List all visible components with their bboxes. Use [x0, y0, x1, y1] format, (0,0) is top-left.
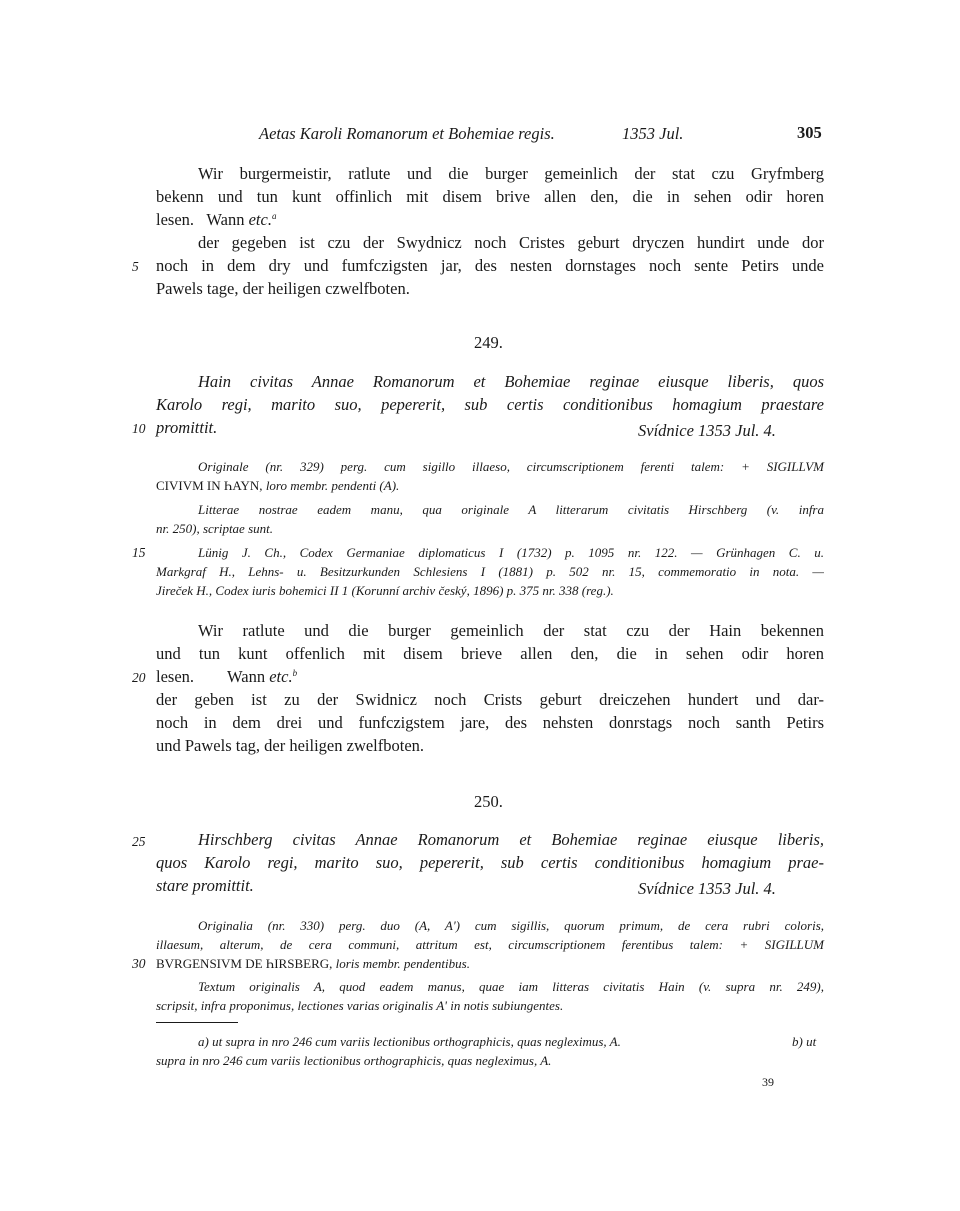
- doc249-note-3-line-1: Lünig J. Ch., Codex Germaniae diplomaticus I (1732) p. 1095 nr. 122. — Grünhagen C. u.: [198, 545, 824, 560]
- doc249-note-2-line-1: Litterae nostrae eadem manu, qua originale A litterarum civitatis Hirschberg (v. infra: [198, 502, 824, 517]
- line-number-10: 10: [132, 421, 146, 436]
- doc250-note-1-line-1: Originalia (nr. 330) perg. duo (A, A') cum sigillis, quorum primum, de cera rubri coloris,: [198, 918, 824, 933]
- doc249-text-line-6: und Pawels tag, der heiligen zwelfboten.: [156, 736, 425, 755]
- doc248-line-4: der gegeben ist czu der Swydnicz noch Cristes geburt dryczen hundirt unde dor: [198, 233, 824, 252]
- doc248-line-5: noch in dem dry und fumfczigsten jar, des nesten dornstages noch sente Petirs unde: [156, 256, 824, 275]
- page-number: 305: [797, 123, 822, 142]
- doc248-line-2: bekenn und tun kunt offinlich mit disem brive allen den, die in sehen odir horen: [156, 187, 824, 206]
- doc248-lesen: lesen.: [156, 210, 195, 229]
- doc250-note-2-line-1: Textum originalis A, quod eadem manus, quae iam litteras civitatis Hain (v. supra nr. 249),: [198, 979, 824, 994]
- doc250-note-2-line-2: scripsit, infra proponimus, lectiones varias originalis A' in notis subiungentes.: [156, 998, 564, 1013]
- doc250-note-1-line-3: [156, 956, 470, 972]
- doc248-etc: etc.: [248, 210, 272, 229]
- line-number-30: 30: [132, 956, 146, 971]
- doc249-note-1-line-1: Originale (nr. 329) perg. cum sigillo illaeso, circumscriptionem ferenti talem: + SIGILLVM: [198, 459, 824, 474]
- line-number-15: 15: [132, 545, 146, 560]
- line-number-5: 5: [132, 259, 139, 274]
- line-number-20: 20: [132, 670, 146, 685]
- doc249-lesen: lesen.: [156, 667, 195, 686]
- running-date: 1353 Jul.: [622, 124, 684, 143]
- doc249-summary-line-2: Karolo regi, marito suo, pepererit, sub certis conditionibus homagium praestare: [156, 395, 824, 414]
- doc250-summary-line-3: stare promittit.: [156, 876, 254, 895]
- footnote-rule: [156, 1022, 238, 1023]
- signature-mark: 39: [762, 1075, 774, 1089]
- doc249-note-1-line-2: [156, 478, 399, 494]
- footnote-ref-a: a: [271, 211, 277, 221]
- doc248-line-6: Pawels tage, der heiligen czwelfboten.: [156, 279, 410, 298]
- line-number-25: 25: [132, 834, 146, 849]
- doc249-note-3-line-2: Markgraf H., Lehns- u. Besitzurkunden Schlesiens I (1881) p. 502 nr. 15, commemoratio in nota. —: [156, 564, 824, 579]
- doc250-note-1-line-2: illaesum, alterum, de cera communi, attritum est, circumscriptionem ferentibus talem: + SIGILLUM: [156, 937, 824, 952]
- doc248-line-1: Wir burgermeistir, ratlute und die burger gemeinlich der stat czu Gryfmberg: [198, 164, 824, 183]
- seal-inscription-hirsberg: BVRGENSIVM DE ҺIRSBERG,: [156, 956, 333, 971]
- doc250-place-date: Svídnice 1353 Jul. 4.: [638, 879, 776, 898]
- footnote-a: a) ut supra in nro 246 cum variis lectionibus orthographicis, quas neglеximus, A.: [198, 1034, 621, 1049]
- footnote-b-start: b) ut: [792, 1034, 817, 1049]
- doc249-wann: Wann: [227, 667, 266, 686]
- doc249-summary-line-3: promittit.: [156, 418, 218, 437]
- footnote-ref-b: b: [292, 668, 298, 678]
- doc249-note-1-rest: loro membr. pendenti (A).: [262, 478, 400, 493]
- doc249-summary-line-1: Hain civitas Annae Romanorum et Bohemiae reginae eiusque liberis, quos: [198, 372, 824, 391]
- seal-inscription-hain: CIVIVM IN ҺAYN,: [156, 478, 263, 493]
- doc250-number: 250.: [474, 792, 503, 811]
- doc249-text-line-5: noch in dem drei und funfczigstem jare, des nehsten donrstags noch santh Petirs: [156, 713, 824, 732]
- doc249-number: 249.: [474, 333, 503, 352]
- doc249-text-line-1: Wir ratlute und die burger gemeinlich der stat czu der Hain bekennen: [198, 621, 824, 640]
- doc250-note-1-rest: loris membr. pendentibus.: [332, 956, 470, 971]
- doc249-text-line-4: der geben ist zu der Swidnicz noch Crists geburt dreiczehen hundert und dar-: [156, 690, 824, 709]
- doc250-summary-line-1: Hirschberg civitas Annae Romanorum et Bohemiae reginae eiusque liberis,: [198, 830, 824, 849]
- doc249-note-2-line-2: nr. 250), scriptae sunt.: [156, 521, 273, 536]
- footnote-b-cont: supra in nro 246 cum variis lectionibus orthographicis, quas neglеximus, A.: [156, 1053, 552, 1068]
- running-title: Aetas Karoli Romanorum et Bohemiae regis.: [259, 124, 555, 143]
- doc250-summary-line-2: quos Karolo regi, marito suo, pepererit, sub certis conditionibus homagium prae-: [156, 853, 824, 872]
- doc249-text-line-2: und tun kunt offenlich mit disem brieve allen den, die in sehen odir horen: [156, 644, 824, 663]
- doc249-etc: etc.: [269, 667, 293, 686]
- doc248-wann: Wann: [206, 210, 245, 229]
- doc249-note-3-line-3: Jireček H., Codex iuris bohemici II 1 (Korunní archiv český, 1896) p. 375 nr. 338 (reg.).: [156, 583, 614, 598]
- doc249-place-date: Svídnice 1353 Jul. 4.: [638, 421, 776, 440]
- doc249-text-line-3: [156, 667, 297, 687]
- doc248-line-3: [156, 210, 276, 230]
